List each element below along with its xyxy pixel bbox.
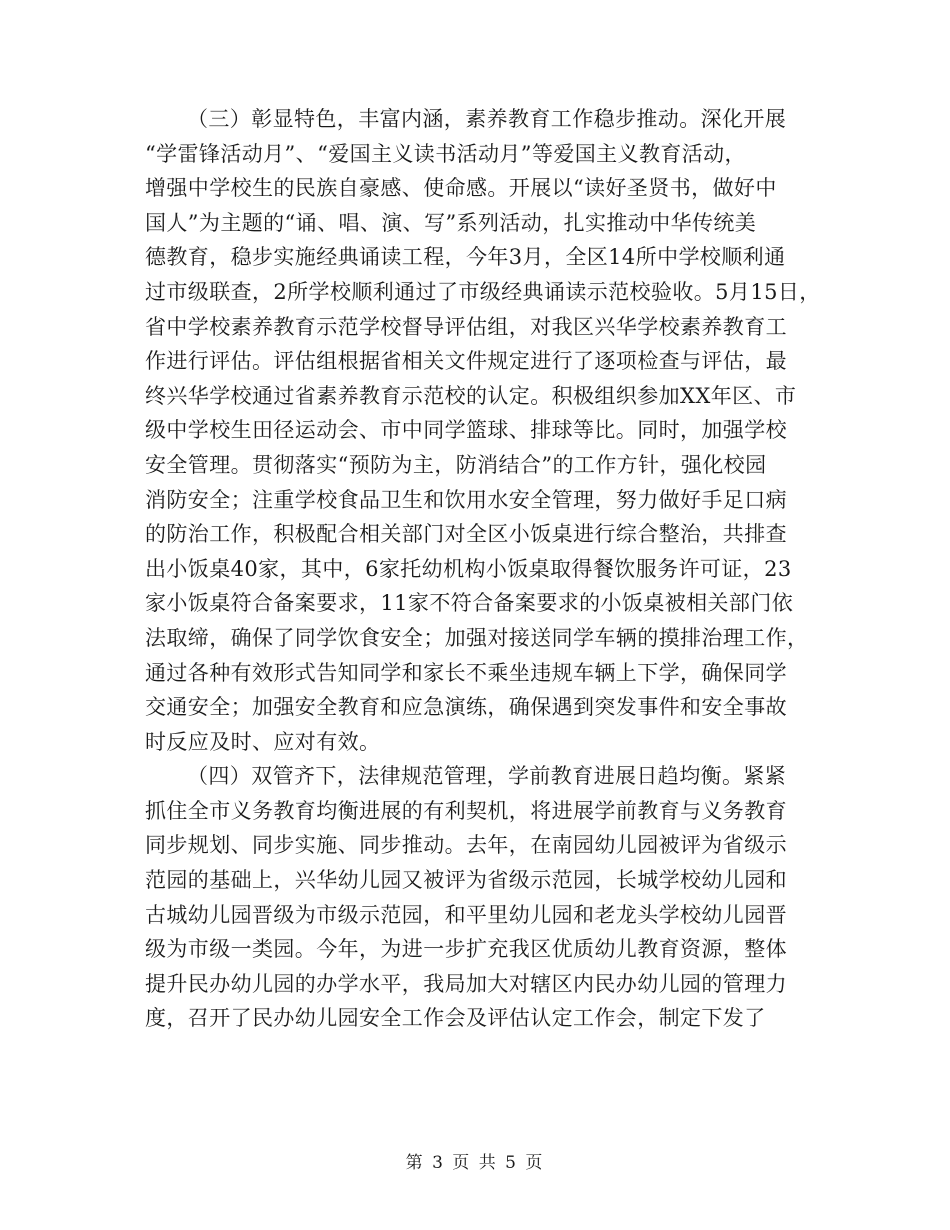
paragraph-line: 作进行评估。评估组根据省相关文件规定进行了逐项检查与评估，最: [145, 349, 787, 374]
paragraph-line: 同步规划、同步实施、同步推动。去年，在南园幼儿园被评为省级示: [145, 833, 787, 858]
paragraph-line: 终兴华学校通过省素养教育示范校的认定。积极组织参加XX年区、市: [145, 383, 797, 408]
paragraph-line: 省中学校素养教育示范学校督导评估组，对我区兴华学校素养教育工: [145, 314, 787, 339]
paragraph-line: 度，召开了民办幼儿园安全工作会及评估认定工作会，制定下发了: [145, 1006, 766, 1031]
page-number: 第 3 页 共 5 页: [405, 1153, 545, 1173]
paragraph-line: 抓住全市义务教育均衡进展的有利契机，将进展学前教育与义务教育: [145, 798, 787, 823]
paragraph-line: 过市级联查，2所学校顺利通过了市级经典诵读示范校验收。5月15日，: [145, 279, 821, 304]
paragraph-line: 出小饭桌40家，其中，6家托幼机构小饭桌取得餐饮服务许可证，23: [145, 556, 792, 581]
paragraph-line: （四）双管齐下，法律规范管理，学前教育进展日趋均衡。紧紧: [187, 764, 787, 789]
document-body: [145, 102, 825, 1036]
paragraph-line: 通过各种有效形式告知同学和家长不乘坐违规车辆上下学，确保同学: [145, 660, 787, 685]
paragraph-line: 提升民办幼儿园的办学水平，我局加大对辖区内民办幼儿园的管理力: [145, 971, 787, 996]
paragraph-line: 的防治工作，积极配合相关部门对全区小饭桌进行综合整治，共排查: [145, 522, 787, 547]
paragraph-line: 时反应及时、应对有效。: [145, 729, 381, 754]
paragraph-3: [145, 102, 825, 759]
paragraph-line: 增强中学校生的民族自豪感、使命感。开展以“读好圣贤书，做好中: [145, 176, 777, 201]
paragraph-line: 范园的基础上，兴华幼儿园又被评为省级示范园，长城学校幼儿园和: [145, 868, 787, 893]
paragraph-4: [145, 759, 825, 1036]
paragraph-line: 级中学校生田径运动会、市中同学篮球、排球等比。同时，加强学校: [145, 418, 787, 443]
paragraph-line: 安全管理。贯彻落实“预防为主，防消结合”的工作方针，强化校园: [145, 452, 767, 477]
paragraph-line: 家小饭桌符合备案要求，11家不符合备案要求的小饭桌被相关部门依: [145, 591, 794, 616]
paragraph-line: 级为市级一类园。今年，为进一步扩充我区优质幼儿教育资源，整体: [145, 937, 787, 962]
paragraph-line: 古城幼儿园晋级为市级示范园，和平里幼儿园和老龙头学校幼儿园晋: [145, 902, 787, 927]
paragraph-line: 交通安全；加强安全教育和应急演练，确保遇到突发事件和安全事故: [145, 695, 787, 720]
paragraph-line: 法取缔，确保了同学饮食安全；加强对接送同学车辆的摸排治理工作，: [145, 625, 809, 650]
paragraph-line: “学雷锋活动月”、“爱国主义读书活动月”等爱国主义教育活动，: [145, 141, 746, 166]
paragraph-line: （三）彰显特色，丰富内涵，素养教育工作稳步推动。深化开展: [187, 107, 787, 131]
paragraph-line: 国人”为主题的“诵、唱、演、写”系列活动，扎实推动中华传统美: [145, 210, 757, 235]
paragraph-line: 消防安全；注重学校食品卫生和饮用水安全管理，努力做好手足口病: [145, 487, 787, 512]
paragraph-line: 德教育，稳步实施经典诵读工程，今年3月，全区14所中学校顺利通: [145, 245, 786, 270]
